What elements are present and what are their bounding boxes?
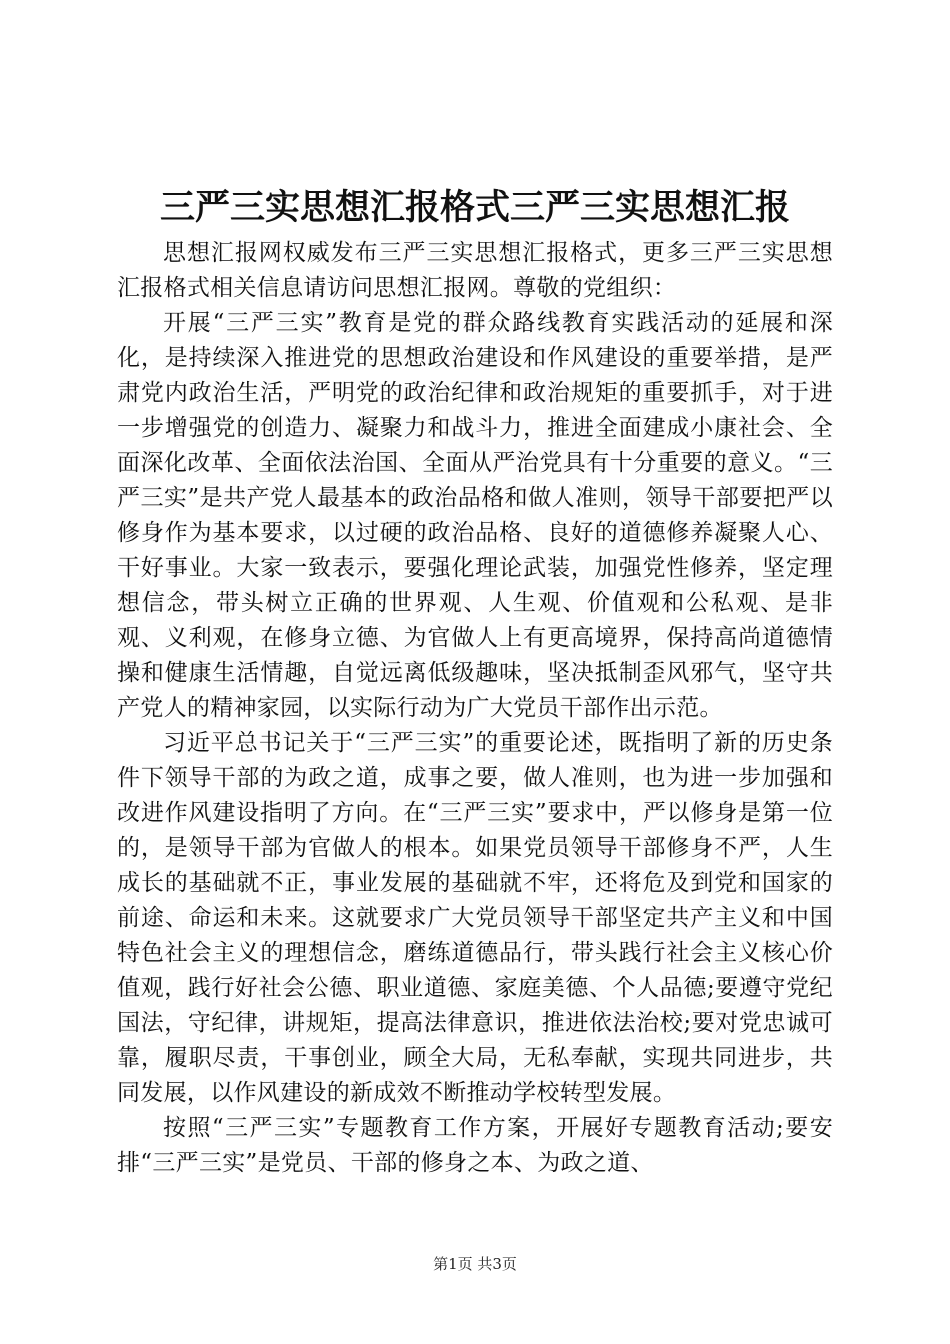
document-title: 三严三实思想汇报格式三严三实思想汇报 bbox=[159, 187, 790, 228]
paragraph-work-plan: 按照“三严三实”专题教育工作方案，开展好专题教育活动;要安排“三严三实”是党员、干部的修身之本、为政之道、 bbox=[117, 1115, 833, 1176]
paragraph-intro: 思想汇报网权威发布三严三实思想汇报格式，更多三严三实思想汇报格式相关信息请访问思想汇报网。尊敬的党组织： bbox=[117, 240, 833, 301]
document-body bbox=[117, 236, 833, 1181]
page-number-footer: 第1页 共3页 bbox=[433, 1255, 517, 1273]
paragraph-xi-remarks: 习近平总书记关于“三严三实”的重要论述，既指明了新的历史条件下领导干部的为政之道，成事之要，做人准则，也为进一步加强和改进作风建设指明了方向。在“三严三实”要求中，严以修身是第一位的，是领导干部为官做人的根本。如果党员领导干部修身不严，人生成长的基础就不正，事业发展的基础就不牢，还将危及到党和国家的前途、命运和未来。这就要求广大党员领导干部坚定共产主义和中国特色社会主义的理想信念，磨练道德品行，带头践行社会主义核心价值观，践行好社会公德、职业道德、家庭美德、个人品德;要遵守党纪国法，守纪律，讲规矩，提高法律意识，推进依法治校;要对党忠诚可靠，履职尽责，干事创业，顾全大局，无私奉献，实现共同进步，共同发展，以作风建设的新成效不断推动学校转型发展。 bbox=[117, 730, 833, 1106]
paragraph-significance: 开展“三严三实”教育是党的群众路线教育实践活动的延展和深化，是持续深入推进党的思想政治建设和作风建设的重要举措，是严肃党内政治生活，严明党的政治纪律和政治规矩的重要抓手，对于进一步增强党的创造力、凝聚力和战斗力，推进全面建成小康社会、全面深化改革、全面依法治国、全面从严治党具有十分重要的意义。“三严三实”是共产党人最基本的政治品格和做人准则，领导干部要把严以修身作为基本要求，以过硬的政治品格、良好的道德修养凝聚人心、干好事业。大家一致表示，要强化理论武装，加强党性修养，坚定理想信念，带头树立正确的世界观、人生观、价值观和公私观、是非观、义利观，在修身立德、为官做人上有更高境界，保持高尚道德情操和健康生活情趣，自觉远离低级趣味，坚决抵制歪风邪气，坚守共产党人的精神家园，以实际行动为广大党员干部作出示范。 bbox=[117, 310, 833, 721]
